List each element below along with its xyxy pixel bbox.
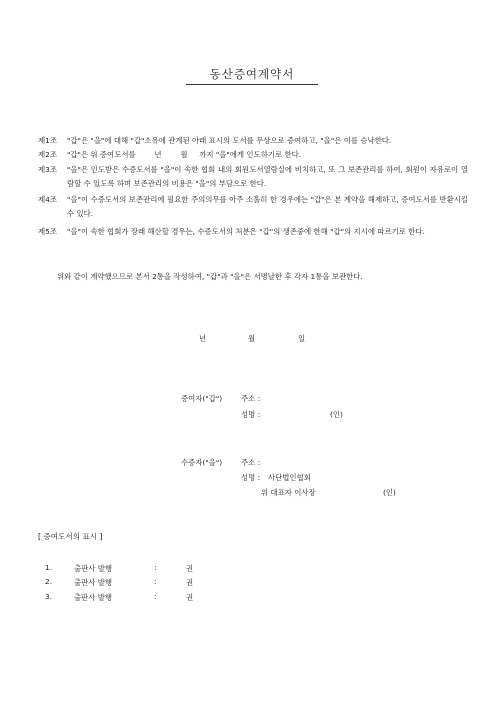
donee-name-value: 사단법인협회: [268, 473, 311, 482]
item-colon: :: [154, 563, 157, 572]
title-underline: [186, 84, 318, 85]
donor-name-label: 성명 :: [241, 410, 261, 419]
item-number: 1.: [45, 563, 53, 572]
date-day: 일: [298, 334, 306, 343]
date-month: 월: [248, 334, 256, 343]
donee-seal: (인): [383, 488, 396, 497]
donee-label: 수증자("을"): [181, 458, 223, 467]
item-number: 3.: [45, 592, 53, 601]
donor-label: 증여자("갑"): [181, 394, 223, 403]
closing-statement: 위와 같이 계약했으므로 본서 2통을 작성하여, "갑"과 "을"은 서명날한 후 각자 1통을 보관한다.: [57, 272, 363, 281]
item-unit: 권: [186, 593, 194, 602]
item-unit: 권: [186, 578, 194, 587]
article-text: "을"이 속한 협회가 장래 해산할 경우는, 수증도서의 처분은 "갑"의 생존중에 한해 "갑"의 지시에 따르기로 한다.: [67, 227, 425, 236]
item-publisher: 출판사 발행: [74, 564, 113, 573]
item-colon: :: [154, 592, 157, 601]
item-colon: :: [154, 577, 157, 586]
article-number: 제5조: [38, 227, 57, 236]
item-publisher: 출판사 발행: [74, 578, 113, 587]
article-number: 제3조: [38, 165, 57, 174]
donee-address-label: 주소 :: [241, 458, 261, 467]
article-text: "갑"은 "을"에 대해 "갑"소유에 관계된 아래 표시의 도서를 무상으로 증여하고, "을"은 이를 승낙한다.: [67, 136, 392, 145]
item-publisher: 출판사 발행: [74, 593, 113, 602]
item-number: 2.: [45, 577, 53, 586]
article-text: "갑"은 위 증여도서를 년 월 까지 "을"에게 인도하기로 한다.: [67, 150, 302, 159]
document-title: 동산증여계약서: [209, 67, 295, 81]
article-text: "을"이 수증도서의 보존관리에 필요한 주의의무를 아주 소홀히 한 경우에는 "갑"은 본 계약을 해제하고, 증여도서를 반환시킬 수 있다.: [67, 195, 468, 219]
item-unit: 권: [186, 564, 194, 573]
donor-address-label: 주소 :: [241, 394, 261, 403]
donee-name-label: 성명 :: [241, 473, 261, 482]
donee-representative: 위 대표자 이사장: [261, 488, 316, 497]
date-year: 년: [199, 334, 207, 343]
article-number: 제2조: [38, 150, 57, 159]
article-number: 제4조: [38, 195, 57, 204]
article-number: 제1조: [38, 136, 57, 145]
section-title: [ 증여도서의 표시 ]: [38, 532, 103, 541]
article-text: "을"은 인도받은 수증도서를 "을"이 속한 협회 내의 회원도서열람실에 비치하고, 또 그 보존관리를 하여, 회원이 자유로이 열람할 수 있도록 하며 보존관리의 비용은 "을"의 부담으로 한다.: [67, 165, 468, 189]
donor-seal: (인): [330, 410, 343, 419]
